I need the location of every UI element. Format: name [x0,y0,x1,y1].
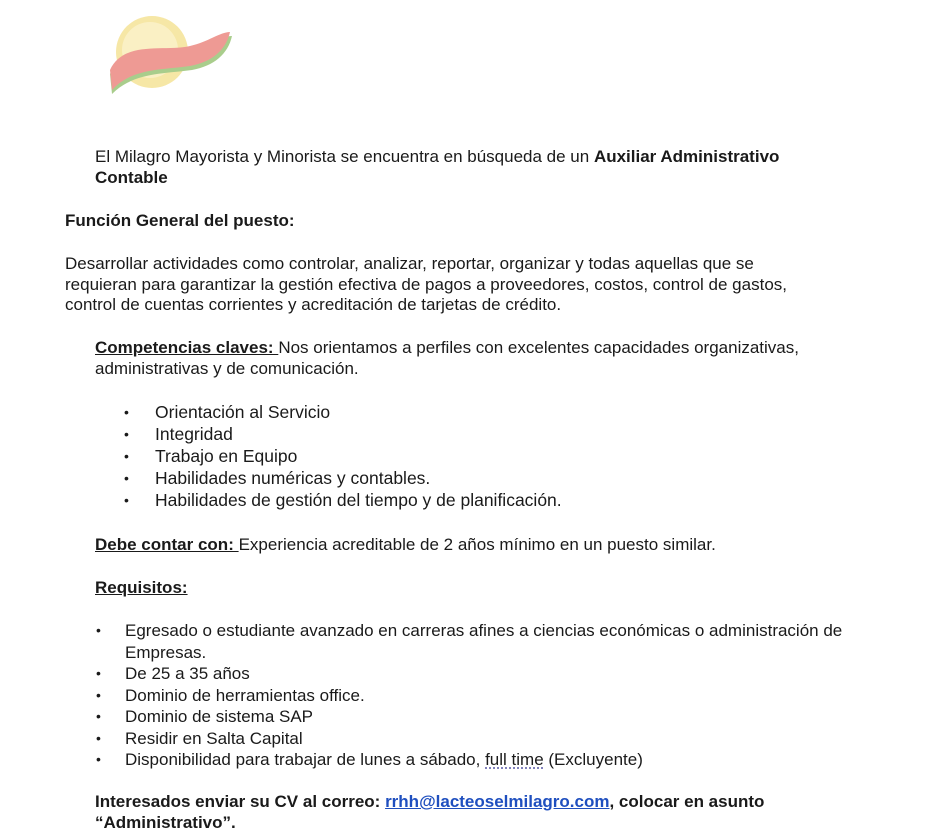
bullet: • [124,404,129,420]
requisitos-heading: Requisitos: [95,578,188,597]
bullet: • [96,751,101,767]
list-item: • De 25 a 35 años [96,664,250,683]
company-logo [104,14,236,98]
list-item: • Integridad [124,424,233,444]
competencias-label: Competencias claves: [95,338,279,357]
contacto-paragraph: Interesados enviar su CV al correo: rrhh@lacteoselmilagro.com, colocar en asunto “Administrativo”. [95,792,765,832]
bullet: • [96,665,101,681]
full-time-term: full time [485,750,544,769]
funcion-body: Desarrollar actividades como controlar, analizar, reportar, organizar y todas aquellas que se requieran para garantizar la gestión efectiva de pagos a proveedores, costos, control de gastos, control de cuentas corrientes y acreditación de tarjetas de crédito. [65,254,787,314]
list-item: • Egresado o estudiante avanzado en carreras afines a ciencias económicas o administración de Empresas. [96,621,843,662]
competencias-paragraph [95,338,855,379]
list-item: • Disponibilidad para trabajar de lunes a sábado, full time (Excluyente) [96,750,643,769]
requisitos-list [95,620,855,771]
bullet: • [124,492,129,508]
list-item: • Residir en Salta Capital [96,728,303,748]
list-item: • Habilidades de gestión del tiempo y de planificación. [124,490,562,510]
bullet: • [96,622,101,638]
job-title: Auxiliar Administrativo Contable [95,147,780,187]
email-link[interactable]: rrhh@lacteoselmilagro.com [385,792,610,811]
bullet: • [96,686,101,703]
list-item: • Orientación al Servicio [124,402,331,422]
bullet: • [124,426,129,442]
list-item: • Dominio de sistema SAP [96,707,314,726]
debe-text: Experiencia acreditable de 2 años mínimo en un puesto similar. [238,535,716,554]
bullet: • [124,470,129,486]
competencias-list [95,401,562,511]
debe-label: Debe contar con: [95,535,239,554]
list-item: • Trabajo en Equipo [124,446,298,466]
bullet: • [124,448,129,464]
debe-paragraph [95,535,855,556]
list-item: • Habilidades numéricas y contables. [124,468,431,488]
list-item: • Dominio de herramientas office. [96,685,365,705]
intro-paragraph: El Milagro Mayorista y Minorista se encuentra en búsqueda de un Auxiliar Administrativo Contable [95,147,780,187]
bullet: • [96,708,101,724]
competencias-text: Nos orientamos a perfiles con excelentes capacidades organizativas, administrativas y de comunicación. [95,338,799,378]
funcion-heading: Función General del puesto: [65,211,295,230]
bullet: • [96,729,101,746]
